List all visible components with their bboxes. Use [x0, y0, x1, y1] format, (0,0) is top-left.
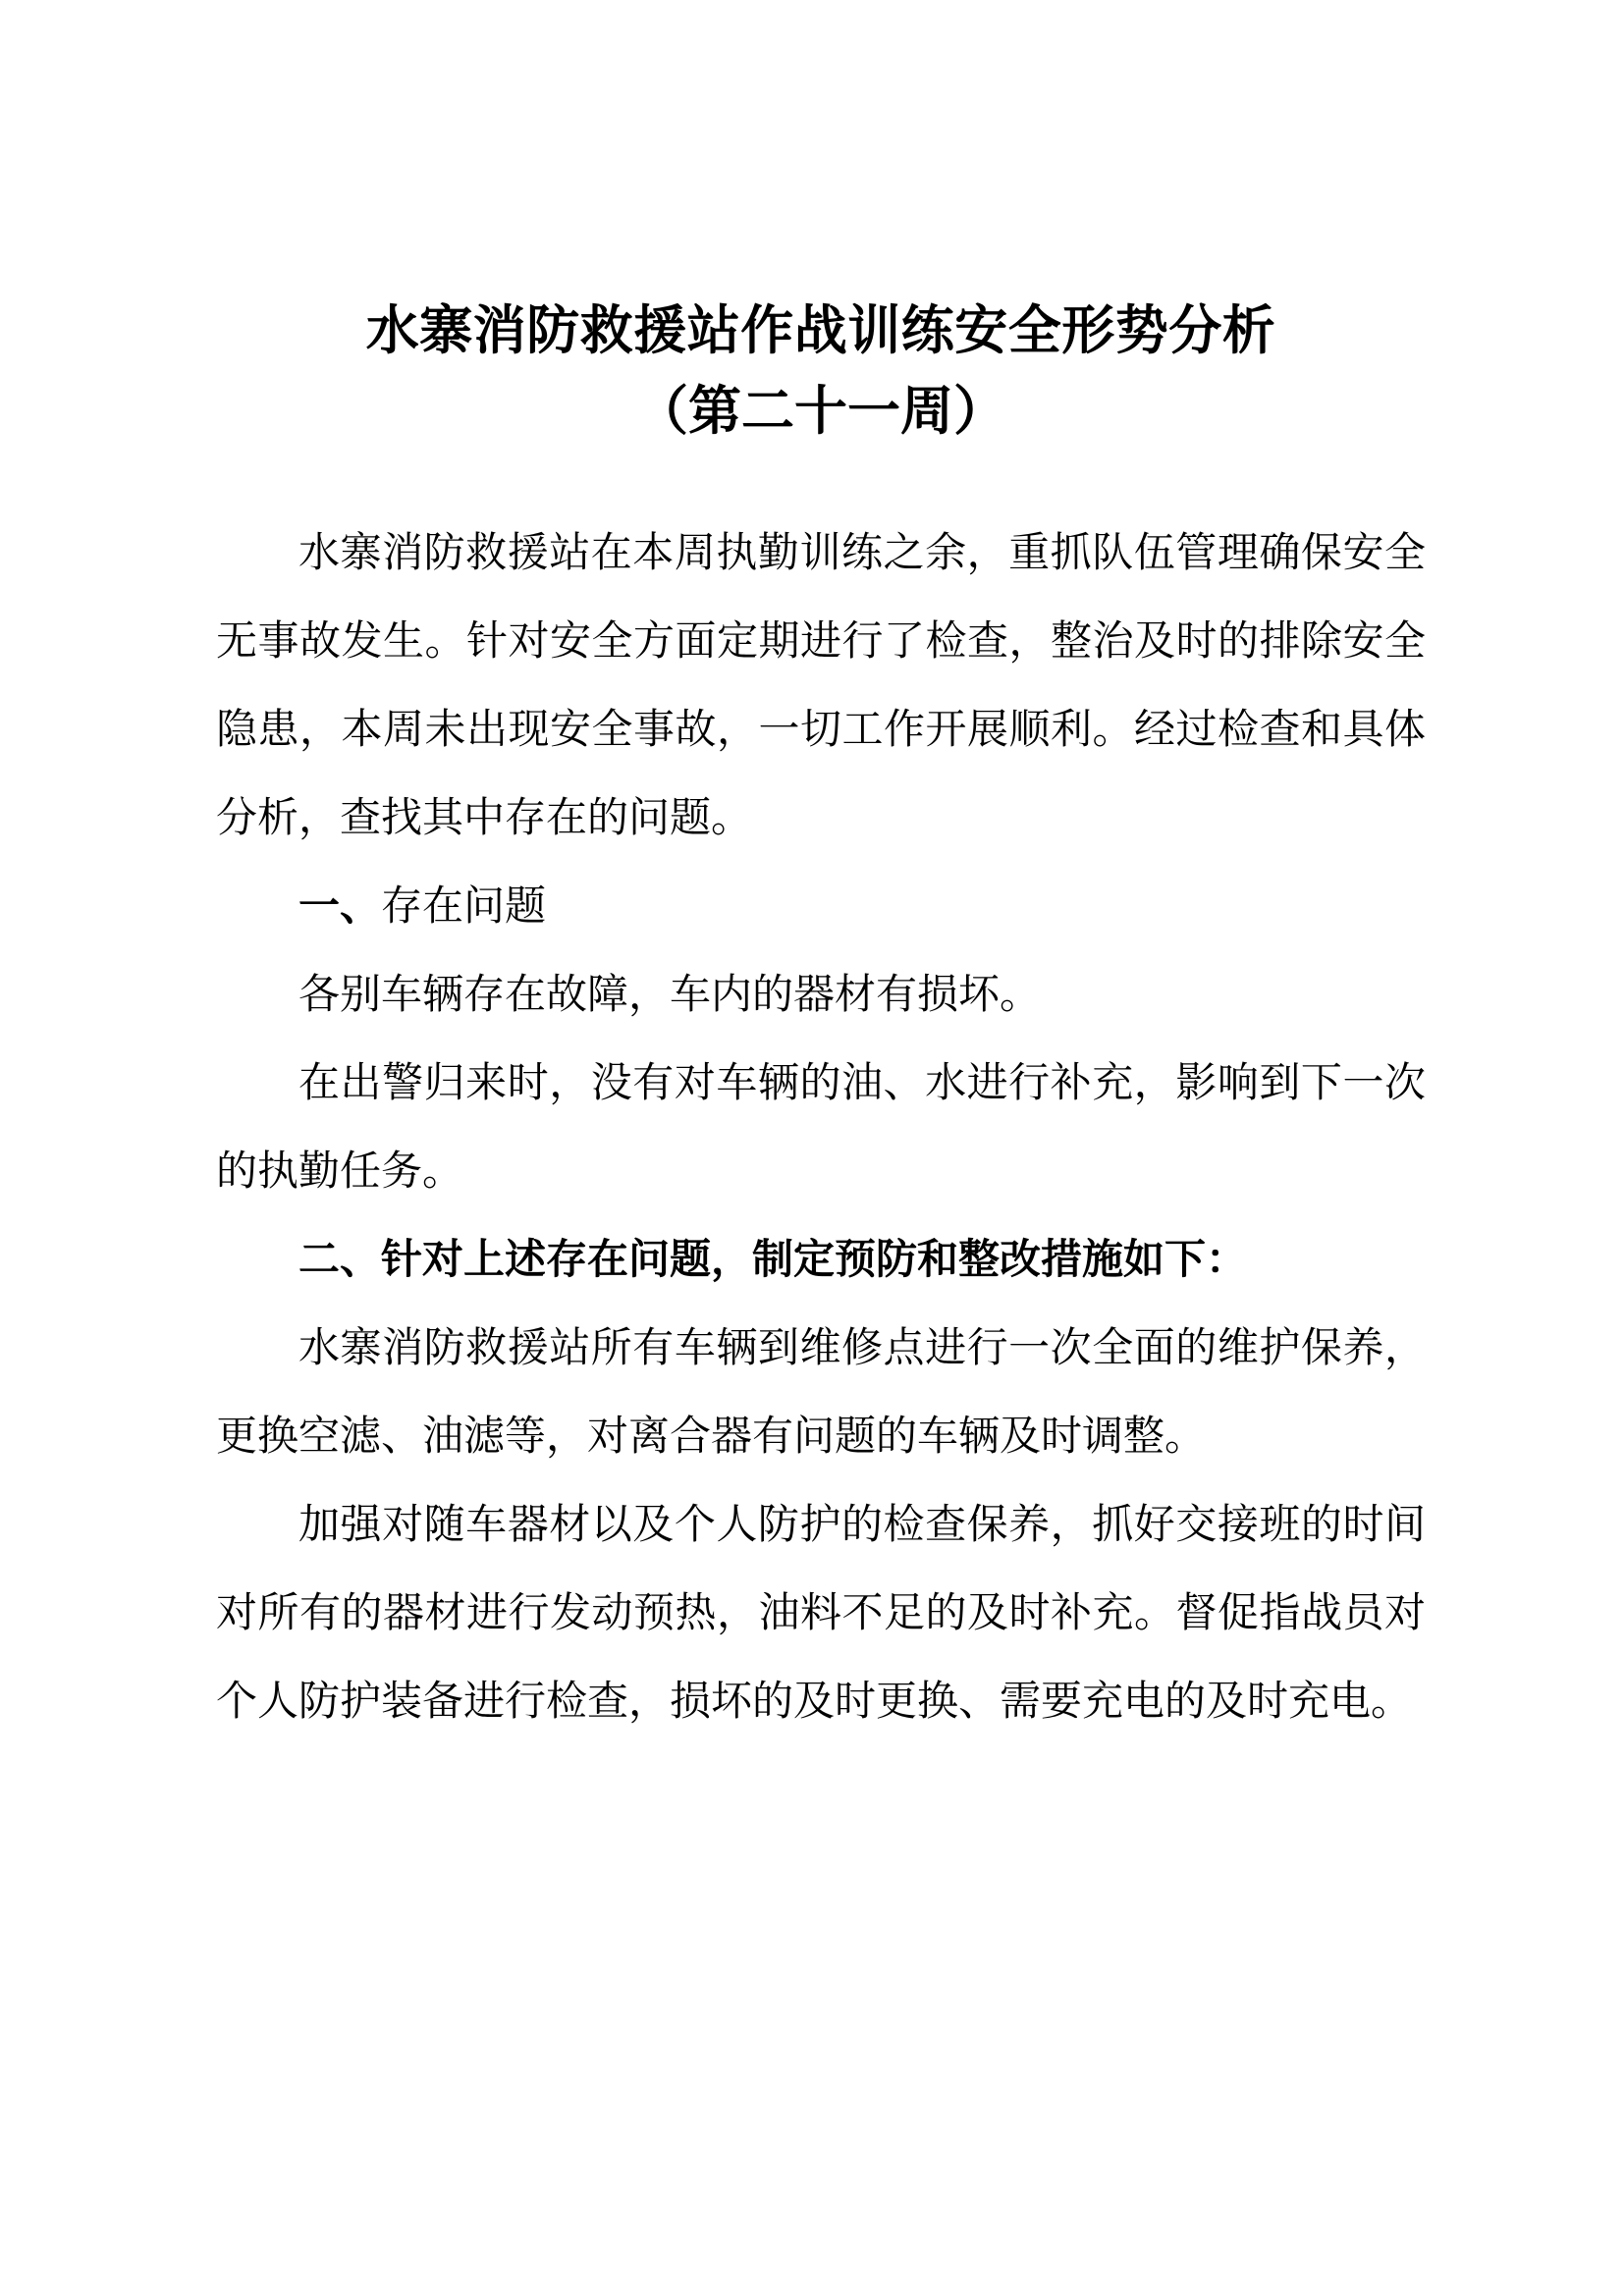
measure-paragraph-2: 加强对随车器材以及个人防护的检查保养，抓好交接班的时间对所有的器材进行发动预热，油料不足的及时补充。督促指战员对个人防护装备进行检查，损坏的及时更换、需要充电的及时充电。 [216, 1501, 1426, 1724]
document-body [216, 508, 1426, 1745]
document-title-line-2: （第二十一周） [635, 382, 1006, 441]
intro-paragraph: 水寨消防救援站在本周执勤训练之余，重抓队伍管理确保安全无事故发生。针对安全方面定期进行了检查，整治及时的排除安全隐患，本周未出现安全事故，一切工作开展顺利。经过检查和具体分析，查找其中存在的问题。 [216, 529, 1426, 840]
section-heading-2 [216, 1215, 1426, 1304]
section-heading-2-label: 针对上述存在问题，制定预防和整改措施如下： [381, 1236, 1248, 1282]
issue-paragraph-2: 在出警归来时，没有对车辆的油、水进行补充，影响到下一次的执勤任务。 [216, 1059, 1426, 1194]
measure-paragraph-1: 水寨消防救援站所有车辆到维修点进行一次全面的维护保养，更换空滤、油滤等，对离合器有问题的车辆及时调整。 [216, 1324, 1426, 1459]
issue-paragraph-1: 各别车辆存在故障，车内的器材有损坏。 [298, 971, 1042, 1017]
section-heading-1 [216, 862, 1426, 950]
section-heading-1-number: 一、 [298, 882, 382, 929]
page-content-area [216, 0, 1426, 1745]
document-title-line-1: 水寨消防救援站作战训练安全形势分析 [365, 301, 1276, 360]
section-heading-2-number: 二、 [298, 1236, 382, 1282]
section-heading-1-label: 存在问题 [381, 882, 547, 929]
document-title [216, 0, 1426, 452]
